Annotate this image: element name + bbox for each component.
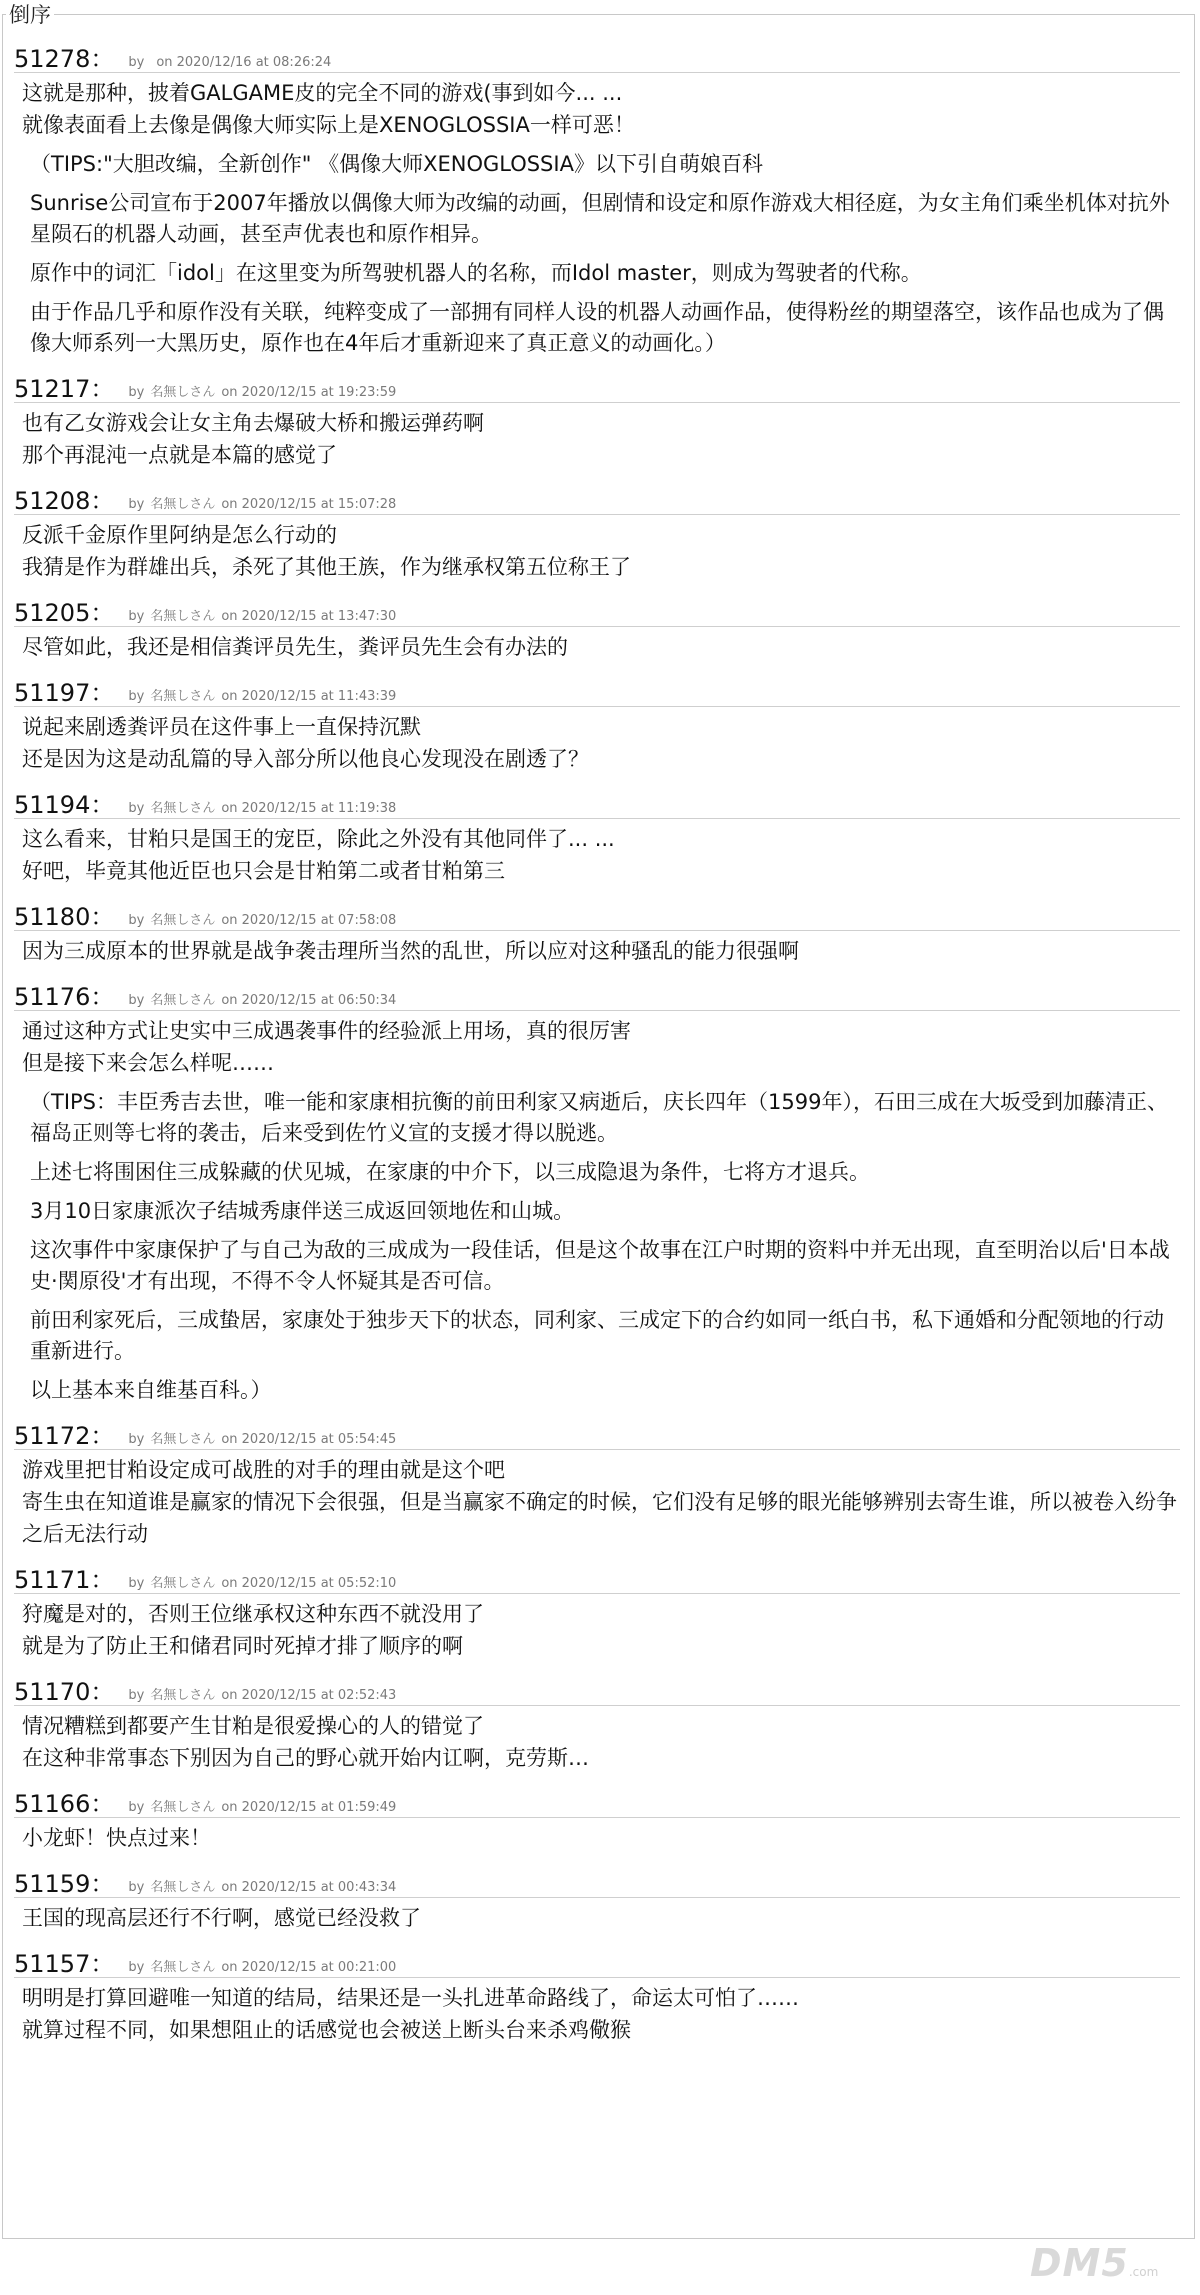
comment-meta [128,912,396,930]
comment-author: 名無しさん [150,993,216,1008]
comment-body [14,73,1182,359]
comment-meta [128,1431,396,1449]
comment-header [14,488,1180,515]
comment-line: 就算过程不同，如果想阻止的话感觉也会被送上断头台来杀鸡儆猴 [22,2018,631,2042]
comment-header [14,376,1180,403]
comment-line: 狩魔是对的，否则王位继承权这种东西不就没用了 [22,1602,484,1626]
comment-header [14,46,1180,73]
comment-author: 名無しさん [150,801,216,816]
comment-number: 51172： [14,1422,115,1450]
comment-number: 51197： [14,679,115,707]
comment-body [14,1898,1182,1934]
by-label: by [128,1880,145,1895]
comment-item [14,1951,1184,2046]
comment-author: 名無しさん [150,689,216,704]
comment-meta [128,54,331,72]
comment-item [14,680,1184,775]
comment-author: 名無しさん [150,1432,216,1447]
comment-timestamp: on 2020/12/15 at 00:21:00 [221,1960,397,1975]
comment-body [14,1011,1182,1406]
comment-tips-paragraph: 由于作品几乎和原作没有关联，纯粹变成了一部拥有同样人设的机器人动画作品，使得粉丝的期望落空，该作品也成为了偶像大师系列一大黑历史，原作也在4年后才重新迎来了真正意义的动画化。） [30,300,1164,355]
comment-line: 就是为了防止王和储君同时死掉才排了顺序的啊 [22,1634,463,1658]
comment-meta [128,1959,396,1977]
comment-number: 51208： [14,487,115,515]
comment-header [14,984,1180,1011]
comment-body [14,707,1182,775]
comment-number: 51157： [14,1950,115,1978]
comment-number: 51159： [14,1870,115,1898]
comment-timestamp: on 2020/12/15 at 02:52:43 [221,1688,397,1703]
watermark-suffix: .com [1128,2265,1159,2279]
comment-item [14,1871,1184,1934]
comment-line: 王国的现高层还行不行啊，感觉已经没救了 [22,1906,421,1930]
comment-author: 名無しさん [150,497,216,512]
comment-line: 因为三成原本的世界就是战争袭击理所当然的乱世，所以应对这种骚乱的能力很强啊 [22,939,799,963]
comment-line: 好吧，毕竟其他近臣也只会是甘粕第二或者甘粕第三 [22,859,505,883]
comment-timestamp: on 2020/12/15 at 07:58:08 [221,913,397,928]
comment-tips-paragraph: 原作中的词汇「idol」在这里变为所驾驶机器人的名称，而Idol master，则成为驾驶者的代称。 [30,261,922,285]
by-label: by [128,385,145,400]
comment-body [14,403,1182,471]
comment-meta [128,496,396,514]
comment-line: 我猜是作为群雄出兵，杀死了其他王族，作为继承权第五位称王了 [22,555,631,579]
comment-number: 51176： [14,983,115,1011]
comment-meta [128,1879,396,1897]
comment-meta [128,384,396,402]
by-label: by [128,1960,145,1975]
by-label: by [128,609,145,624]
comment-body [14,1450,1182,1550]
comment-line: 那个再混沌一点就是本篇的感觉了 [22,443,337,467]
comment-tips-paragraph: Sunrise公司宣布于2007年播放以偶像大师为改编的动画，但剧情和设定和原作游戏大相径庭，为女主角们乘坐机体对抗外星陨石的机器人动画，甚至声优表也和原作相异。 [30,191,1170,246]
comment-line: 小龙虾！快点过来！ [22,1826,211,1850]
comment-line: 尽管如此，我还是相信粪评员先生，粪评员先生会有办法的 [22,635,568,659]
comment-meta [128,1575,396,1593]
by-label: by [128,689,145,704]
comment-body [14,1818,1182,1854]
by-label: by [128,497,145,512]
comment-line: 游戏里把甘粕设定成可战胜的对手的理由就是这个吧 [22,1458,505,1482]
comment-body [14,1978,1182,2046]
comment-item [14,46,1184,359]
comment-body [14,1594,1182,1662]
comment-body [14,931,1182,967]
comment-author: 名無しさん [150,1880,216,1895]
comment-timestamp: on 2020/12/15 at 11:19:38 [221,801,397,816]
comment-timestamp: on 2020/12/15 at 19:23:59 [221,385,397,400]
comment-number: 51171： [14,1566,115,1594]
comment-item [14,376,1184,471]
comment-author: 名無しさん [150,1800,216,1815]
comment-tips-paragraph: （TIPS:"大胆改编，全新创作" 《偶像大师XENOGLOSSIA》以下引自萌娘百科 [30,152,763,176]
comment-tips-paragraph: 以上基本来自维基百科。） [30,1378,272,1402]
by-label: by [128,1576,145,1591]
by-label: by [128,993,145,1008]
comment-meta [128,688,396,706]
comment-number: 51278： [14,45,115,73]
comment-header [14,680,1180,707]
comment-item [14,1679,1184,1774]
comment-header [14,904,1180,931]
comment-author: 名無しさん [150,1960,216,1975]
comment-meta [128,992,396,1010]
by-label: by [128,1432,145,1447]
comment-timestamp: on 2020/12/15 at 05:52:10 [221,1576,397,1591]
comment-body [14,1706,1182,1774]
comment-item [14,984,1184,1406]
comment-line: 通过这种方式让史实中三成遇袭事件的经验派上用场，真的很厉害 [22,1019,631,1043]
comment-line: 明明是打算回避唯一知道的结局，结果还是一头扎进革命路线了，命运太可怕了…… [22,1986,799,2010]
comment-header [14,1791,1180,1818]
comment-line: 寄生虫在知道谁是赢家的情况下会很强，但是当赢家不确定的时候，它们没有足够的眼光能够辨别去寄生谁，所以被卷入纷争之后无法行动 [22,1490,1177,1546]
comment-header [14,1679,1180,1706]
by-label: by [128,1688,145,1703]
comment-timestamp: on 2020/12/15 at 05:54:45 [221,1432,397,1447]
comment-tips-paragraph: 这次事件中家康保护了与自己为敌的三成成为一段佳话，但是这个故事在江户时期的资料中并无出现，直至明治以后'日本战史·関原役'才有出现，不得不令人怀疑其是否可信。 [30,1238,1170,1293]
comment-item [14,904,1184,967]
comment-number: 51217： [14,375,115,403]
comment-list [14,46,1184,2063]
comment-meta [128,1799,396,1817]
comment-tips-paragraph: 上述七将围困住三成躲藏的伏见城，在家康的中介下，以三成隐退为条件，七将方才退兵。 [30,1160,870,1184]
comment-author: 名無しさん [150,385,216,400]
comment-meta [128,800,396,818]
comment-number: 51180： [14,903,115,931]
comment-item [14,792,1184,887]
comment-tips-paragraph: 3月10日家康派次子结城秀康伴送三成返回领地佐和山城。 [30,1199,575,1223]
comment-header [14,1567,1180,1594]
comment-author: 名無しさん [150,609,216,624]
comment-line: 这么看来，甘粕只是国王的宠臣，除此之外没有其他同伴了... ... [22,827,615,851]
comment-timestamp: on 2020/12/15 at 11:43:39 [221,689,397,704]
comment-timestamp: on 2020/12/15 at 13:47:30 [221,609,397,624]
comment-line: 也有乙女游戏会让女主角去爆破大桥和搬运弹药啊 [22,411,484,435]
comment-header [14,792,1180,819]
comment-timestamp: on 2020/12/15 at 06:50:34 [221,993,397,1008]
comment-timestamp: on 2020/12/15 at 01:59:49 [221,1800,397,1815]
comment-line: 但是接下来会怎么样呢…… [22,1051,274,1075]
comment-number: 51205： [14,599,115,627]
comment-header [14,1951,1180,1978]
comment-line: 情况糟糕到都要产生甘粕是很爱操心的人的错觉了 [22,1714,484,1738]
comment-tips-paragraph: （TIPS：丰臣秀吉去世，唯一能和家康相抗衡的前田利家又病逝后，庆长四年（1599年），石田三成在大坂受到加藤清正、福岛正则等七将的袭击，后来受到佐竹义宣的支援才得以脱逃。 [30,1090,1168,1145]
comment-body [14,515,1182,583]
comment-item [14,488,1184,583]
comment-author: 名無しさん [150,1688,216,1703]
by-label: by [128,1800,145,1815]
comment-body [14,819,1182,887]
comment-body [14,627,1182,663]
watermark-text: DM5 [1030,2241,1129,2285]
comment-number: 51166： [14,1790,115,1818]
by-label: by [128,55,145,70]
comment-number: 51194： [14,791,115,819]
comment-meta [128,608,396,626]
comment-timestamp: on 2020/12/15 at 00:43:34 [221,1880,397,1895]
comment-meta [128,1687,396,1705]
comment-item [14,1791,1184,1854]
comment-author: 名無しさん [150,1576,216,1591]
comment-item [14,600,1184,663]
comment-line: 就像表面看上去像是偶像大师实际上是XENOGLOSSIA一样可恶！ [22,113,635,137]
comment-line: 还是因为这是动乱篇的导入部分所以他良心发现没在剧透了？ [22,747,589,771]
comment-number: 51170： [14,1678,115,1706]
by-label: by [128,801,145,816]
sort-order-label[interactable]: 倒序 [6,2,54,28]
comment-tips-paragraph: 前田利家死后，三成蛰居，家康处于独步天下的状态，同利家、三成定下的合约如同一纸白书，私下通婚和分配领地的行动重新进行。 [30,1308,1164,1363]
comment-line: 在这种非常事态下别因为自己的野心就开始内讧啊，克劳斯… [22,1746,589,1770]
comment-header [14,1871,1180,1898]
comment-author: 名無しさん [150,913,216,928]
comment-timestamp: on 2020/12/16 at 08:26:24 [156,55,332,70]
comment-header [14,1423,1180,1450]
comment-timestamp: on 2020/12/15 at 15:07:28 [221,497,397,512]
comment-header [14,600,1180,627]
comment-item [14,1423,1184,1550]
comment-line: 这就是那种，披着GALGAME皮的完全不同的游戏(事到如今... ... [22,81,623,105]
site-watermark-logo [1030,2243,1190,2289]
comment-line: 反派千金原作里阿纳是怎么行动的 [22,523,337,547]
by-label: by [128,913,145,928]
comment-item [14,1567,1184,1662]
comment-line: 说起来剧透粪评员在这件事上一直保持沉默 [22,715,421,739]
